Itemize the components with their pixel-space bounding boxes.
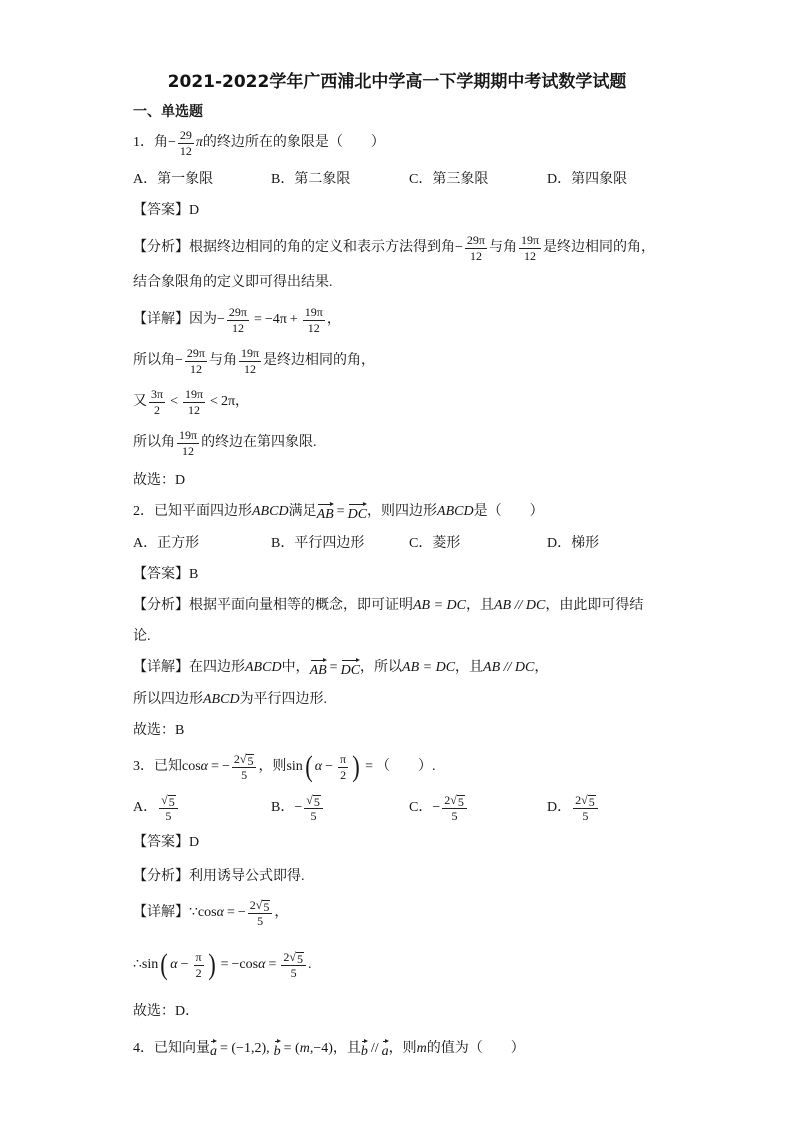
- analysis-label: 【分析】: [133, 240, 189, 255]
- text-segment: 的值为（ ）: [426, 1041, 525, 1056]
- math-expression: AB // DC: [494, 598, 546, 613]
- fraction-numerator: π: [195, 949, 202, 964]
- quadrilateral-name: ABCD: [203, 692, 240, 707]
- q4-stem: [133, 1029, 525, 1069]
- minus-sign: −: [237, 905, 246, 920]
- text-segment: 是终边相同的角，: [263, 353, 376, 368]
- equals-sign: =: [220, 957, 229, 972]
- math-fraction: [338, 752, 348, 783]
- q3-choice: [133, 992, 199, 1032]
- math-fraction: [304, 793, 323, 824]
- analysis-label: 【分析】: [133, 598, 189, 613]
- math-expression: AB // DC: [483, 660, 535, 675]
- text-segment: 满足: [288, 504, 317, 519]
- radical-sign: 2√: [249, 897, 263, 912]
- text-segment: 的终边所在的象限是（ ）: [202, 135, 385, 150]
- radicand: 5: [457, 794, 464, 809]
- math-expression: = (: [283, 1041, 300, 1056]
- choice-text: 故选：D: [133, 473, 186, 488]
- equals-sign: =: [253, 312, 262, 327]
- equals-sign: =: [329, 660, 338, 675]
- text-segment: ，: [235, 394, 250, 409]
- fraction-denominator: 5: [582, 808, 589, 823]
- answer-label: 【答案】: [133, 567, 189, 582]
- variable-m: m: [416, 1041, 427, 1056]
- math-fraction: [149, 387, 165, 418]
- radicand: 5: [247, 753, 254, 768]
- minus-sign: −: [231, 957, 240, 972]
- text-segment: ，由此即可得结: [545, 598, 644, 613]
- text-segment: 是（ ）: [473, 504, 544, 519]
- parallel-symbol: //: [370, 1041, 379, 1056]
- math-fraction: [227, 305, 249, 336]
- math-fraction: [185, 346, 207, 377]
- q3-detail-line-1: [133, 893, 288, 933]
- alpha-symbol: α: [170, 957, 178, 972]
- q1-options: [133, 160, 685, 200]
- variable-m: m: [299, 1041, 310, 1056]
- text-segment: ，: [326, 312, 341, 327]
- math-fraction: [519, 233, 541, 264]
- text-segment: 所以角: [133, 353, 175, 368]
- right-paren: ): [207, 948, 216, 981]
- radicand: 5: [263, 899, 270, 914]
- q1-detail-line-2: [133, 341, 375, 381]
- alpha-symbol: α: [200, 759, 209, 774]
- period: .: [307, 957, 312, 972]
- quadrilateral-name: ABCD: [245, 660, 282, 675]
- fraction-numerator: 19π: [304, 304, 323, 319]
- text-segment: ，: [534, 660, 549, 675]
- minus-sign: −: [221, 759, 230, 774]
- fraction-denominator: 12: [179, 143, 192, 158]
- fraction-numerator: 29π: [186, 345, 205, 360]
- text-segment: 的终边在第四象限.: [201, 435, 317, 450]
- text-segment: 与角: [208, 353, 237, 368]
- math-fraction: [248, 898, 273, 929]
- text-segment: ，则: [258, 759, 287, 774]
- math-fraction: [194, 950, 204, 981]
- vector-ab: AB: [317, 502, 334, 523]
- vector-dc: DC: [348, 502, 367, 523]
- fraction-denominator: 5: [290, 965, 297, 980]
- answer-value: D: [189, 835, 200, 850]
- math-fraction: [183, 387, 205, 418]
- fraction-numerator: [573, 793, 598, 809]
- q2-choice: [133, 711, 184, 751]
- q3-options: [133, 788, 685, 828]
- fraction-denominator: 2: [154, 402, 161, 417]
- math-expression: = (−1,2),: [220, 1041, 270, 1056]
- equals-sign: =: [336, 504, 345, 519]
- option-c: C．第三象限: [409, 172, 489, 187]
- quadrilateral-name: ABCD: [252, 504, 289, 519]
- text-segment: 所以角: [133, 435, 175, 450]
- alpha-symbol: α: [258, 957, 266, 972]
- option-b: B．平行四边形: [271, 536, 365, 551]
- choice-text: 故选：D．: [133, 1004, 200, 1019]
- vector-a: a: [210, 1039, 217, 1060]
- math-fraction: [442, 793, 467, 824]
- text-segment: ，且: [466, 598, 494, 613]
- radicand: 5: [588, 794, 595, 809]
- equals-sign: =: [211, 759, 219, 774]
- option-label: B．: [271, 800, 295, 815]
- cos-function: cos: [197, 905, 217, 920]
- equals-sign: =: [226, 905, 235, 920]
- answer-value: B: [189, 567, 199, 582]
- math-fraction: [465, 233, 487, 264]
- fraction-denominator: 12: [244, 361, 256, 376]
- alpha-symbol: α: [314, 759, 323, 774]
- math-expression: ,−4): [309, 1041, 333, 1056]
- q2-options: [133, 524, 685, 564]
- fraction-numerator: 29π: [466, 232, 485, 247]
- pi-symbol: π: [195, 135, 203, 150]
- fraction-numerator: [248, 898, 273, 914]
- q3-stem: [133, 747, 436, 787]
- option-d: D．第四象限: [547, 172, 628, 187]
- quadrilateral-name: ABCD: [437, 504, 474, 519]
- vector-a: a: [382, 1039, 389, 1060]
- fraction-numerator: 19π: [520, 232, 540, 247]
- option-label: D．: [547, 800, 572, 815]
- minus-sign: −: [168, 135, 176, 150]
- less-than-sign: <: [170, 394, 178, 409]
- q1-detail-line-4: [133, 423, 317, 463]
- fraction-denominator: 12: [524, 248, 536, 263]
- therefore-symbol: ∴: [133, 957, 142, 972]
- fraction-denominator: 12: [188, 402, 200, 417]
- text-segment: 根据终边相同的角的定义和表示方法得到角: [189, 240, 455, 255]
- text-segment: （ ）.: [376, 759, 436, 774]
- answer-label: 【答案】: [133, 203, 189, 218]
- fraction-denominator: 5: [310, 808, 317, 823]
- radical-sign: 2√: [283, 949, 296, 964]
- text-segment: ，且: [332, 1041, 361, 1056]
- text-segment: 4．已知向量: [133, 1041, 210, 1056]
- alpha-symbol: α: [216, 905, 224, 920]
- plus-sign: +: [289, 312, 298, 327]
- answer-value: D: [189, 203, 200, 218]
- option-c: [409, 793, 547, 824]
- math-fraction: [281, 950, 306, 981]
- fraction-denominator: 12: [182, 443, 195, 458]
- math-fraction: [573, 793, 598, 824]
- fraction-denominator: 5: [257, 913, 264, 928]
- option-a: A．第一象限: [133, 172, 214, 187]
- fraction-numerator: [232, 752, 257, 768]
- equals-sign: =: [268, 957, 277, 972]
- text-segment: ，所以: [360, 660, 403, 675]
- vector-b: b: [361, 1039, 368, 1060]
- option-d: D．梯形: [547, 536, 600, 551]
- option-a: A．正方形: [133, 536, 200, 551]
- math-fraction: [303, 305, 325, 336]
- minus-sign: −: [175, 353, 183, 368]
- math-fraction: [178, 128, 194, 159]
- fraction-denominator: 12: [231, 320, 244, 335]
- q1-answer: [133, 191, 199, 231]
- radicand: 5: [313, 794, 320, 809]
- radicand: 5: [296, 951, 303, 966]
- text-segment: ，且: [455, 660, 484, 675]
- fraction-denominator: 2: [195, 965, 202, 980]
- fraction-denominator: 5: [165, 808, 172, 823]
- text-segment: 利用诱导公式即得.: [189, 869, 305, 884]
- text-segment: 1．角: [133, 135, 168, 150]
- vector-b: b: [274, 1039, 281, 1060]
- left-paren: (: [160, 948, 169, 981]
- option-label: C．: [409, 800, 433, 815]
- answer-label: 【答案】: [133, 835, 189, 850]
- fraction-denominator: 12: [189, 361, 202, 376]
- text-segment: ，则四边形: [367, 504, 438, 519]
- radical-sign: √: [161, 792, 168, 807]
- fraction-numerator: [442, 793, 467, 809]
- option-b: [271, 793, 409, 824]
- detail-label: 【详解】: [133, 660, 189, 675]
- text-segment: ，: [274, 905, 289, 920]
- vector-ab: AB: [310, 658, 327, 679]
- text-segment: 根据平面向量相等的概念，即可证明: [189, 598, 413, 613]
- math-fraction: [232, 752, 257, 783]
- fraction-denominator: 12: [469, 248, 482, 263]
- q1-detail-line-1: [133, 300, 341, 340]
- text-segment: 与角: [488, 240, 517, 255]
- radicand: 5: [168, 794, 175, 809]
- fraction-denominator: 2: [340, 767, 347, 782]
- q1-analysis-line-1: [133, 228, 655, 268]
- math-fraction: [177, 428, 199, 459]
- right-paren: ): [352, 750, 360, 783]
- math-fraction: [159, 793, 178, 824]
- choice-text: 故选：B: [133, 723, 185, 738]
- fraction-numerator: [304, 793, 323, 809]
- option-b: B．第二象限: [271, 172, 351, 187]
- fraction-numerator: [159, 793, 178, 809]
- math-term: 2π: [220, 394, 236, 409]
- math-expression: AB = DC: [402, 660, 456, 675]
- detail-label: 【详解】: [133, 312, 189, 327]
- text-segment: ，则: [388, 1041, 417, 1056]
- q1-stem: [133, 123, 385, 163]
- radical-sign: 2√: [233, 751, 247, 766]
- fraction-numerator: 29π: [228, 304, 247, 319]
- option-a: [133, 793, 271, 824]
- cos-function: cos: [182, 759, 201, 774]
- left-paren: (: [305, 750, 313, 783]
- minus-sign: −: [217, 312, 225, 327]
- minus-sign: −: [325, 759, 334, 774]
- radical-sign: √: [306, 792, 313, 807]
- page-title: 2021-2022学年广西浦北中学高一下学期期中考试数学试题: [167, 72, 627, 92]
- q3-analysis-line-1: [133, 857, 305, 897]
- text-segment: 中，: [281, 660, 310, 675]
- text-segment: 在四边形: [189, 660, 245, 675]
- section-heading: 一、单选题: [133, 104, 203, 120]
- minus-sign: −: [294, 800, 303, 815]
- fraction-numerator: 19π: [179, 427, 198, 442]
- radical-sign: 2√: [444, 792, 457, 807]
- cos-function: cos: [239, 957, 259, 972]
- fraction-numerator: π: [340, 751, 347, 766]
- text-segment: 3．已知: [133, 759, 182, 774]
- less-than-sign: <: [210, 394, 218, 409]
- sin-function: sin: [141, 957, 159, 972]
- q2-analysis-line-1: [133, 586, 643, 626]
- text-segment: 为平行四边形.: [239, 692, 328, 707]
- fraction-numerator: 19π: [184, 386, 204, 401]
- text-segment: 因为: [189, 312, 217, 327]
- text-segment: 又: [133, 394, 147, 409]
- text-segment: 2．已知平面四边形: [133, 504, 252, 519]
- equals-sign: =: [365, 759, 374, 774]
- text-segment: 结合象限角的定义即可得出结果.: [133, 275, 333, 290]
- fraction-numerator: 29: [179, 127, 192, 142]
- text-segment: 论.: [133, 629, 151, 644]
- minus-sign: −: [432, 800, 441, 815]
- q1-analysis-line-2: [133, 263, 333, 303]
- math-term: −4π: [264, 312, 287, 327]
- minus-sign: −: [180, 957, 189, 972]
- fraction-denominator: 12: [307, 320, 320, 335]
- sin-function: sin: [286, 759, 303, 774]
- vector-dc: DC: [341, 658, 360, 679]
- option-c: C．菱形: [409, 536, 461, 551]
- math-expression: AB = DC: [413, 598, 466, 613]
- because-symbol: ∵: [189, 905, 198, 920]
- q3-detail-line-2: [133, 945, 311, 985]
- fraction-numerator: 3π: [151, 386, 164, 401]
- fraction-denominator: 5: [451, 808, 458, 823]
- text-segment: 是终边相同的角，: [543, 240, 656, 255]
- radical-sign: 2√: [575, 792, 588, 807]
- fraction-denominator: 5: [241, 767, 248, 782]
- fraction-numerator: [281, 950, 306, 966]
- option-d: [547, 793, 685, 824]
- text-segment: 所以四边形: [133, 692, 203, 707]
- analysis-label: 【分析】: [133, 869, 189, 884]
- math-fraction: [239, 346, 261, 377]
- fraction-numerator: 19π: [240, 345, 260, 360]
- q1-detail-line-3: [133, 382, 249, 422]
- detail-label: 【详解】: [133, 905, 189, 920]
- minus-sign: −: [455, 240, 463, 255]
- option-label: A．: [133, 800, 158, 815]
